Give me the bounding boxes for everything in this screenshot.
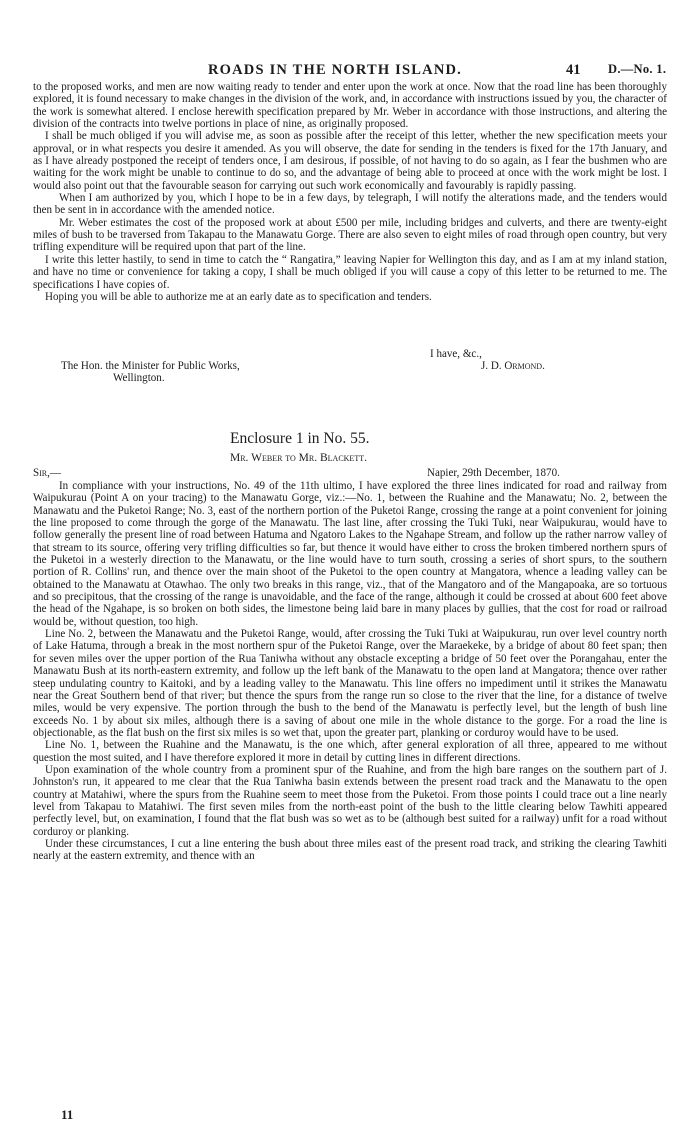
letter-paragraph: to the proposed works, and men are now waiting ready to tender and enter upon the work at once. Now that the road line has been thoroughly explored, it is found necessary to make changes in the division of the work, and, in accordance with instructions issued by you, the character of the work is somewhat altered. I enclose herewith specification prepared by Mr. Weber in accordance with those instructions, and altering the division of the contracts into twelve portions in place of nine, as originally proposed. <box>33 81 667 131</box>
letter-paragraph: I write this letter hastily, to send in time to catch the “ Rangatira,” leaving Napier for Wellington this day, and as I am at my inland station, and have no time or convenience for taking a copy, I shall be much obliged if you will cause a copy of this letter to be returned to me. The specifications I have copies of. <box>33 253 667 291</box>
enclosure-paragraph: Line No. 2, between the Manawatu and the Puketoi Range, would, after crossing the Tuki Tuki at Waipukurau, run over level country north of Lake Hatuma, through a break in the most northern spur of the Puketoi Range, over the Maraekeke, by a bridge of about 80 feet span; then for seven miles over the upper portion of the Rua Taniwha without any obstacle excepting a bridge of 50 feet over the Porangahau, enter the Manawatu Bush at its north-eastern extremity, and follow up the left bank of the Manawatu to the open land at Mangatora; thence over rather steep undulating country to Kaitoki, and by a leading valley to the Manawatu. This line offers no impediment until it strikes the Manawatu near the Great Southern bend of that river; but thence the spurs from the range run so close to the river that the line, for a distance of twelve miles, would be very expensive. The portion through the bush to the bend of the Manawatu is perfectly level, but the length of bush line exceeds No. 1 by about six miles, although there is a saving of about one mile in the whole distance to the gorge. For a road the line is objectionable, as the flat bush on the first six miles is so wet that, upon the greater part, planking or corduroy would have to be used. <box>33 628 667 739</box>
document-reference: D.—No. 1. <box>608 62 667 76</box>
letter-closing: I have, &c., <box>430 348 482 360</box>
enclosure-paragraph: Line No. 1, between the Ruahine and the Manawatu, is the one which, after general exploration of all three, appeared to me without question the most suited, and I have therefore explored it more in detail by cutting lines in different directions. <box>33 739 667 764</box>
letter-addressee-place: Wellington. <box>113 372 165 384</box>
enclosure-subtitle: Mr. Weber to Mr. Blackett. <box>230 452 367 464</box>
letter-paragraph: Mr. Weber estimates the cost of the proposed work at about £500 per mile, including bridges and culverts, and there are twenty-eight miles of bush to be traversed from Takapau to the Manawatu Gorge. There are also seven to eight miles of road through open country, but very trifling expenditure will be required upon that part of the line. <box>33 216 667 254</box>
enclosure-paragraph: In compliance with your instructions, No. 49 of the 11th ultimo, I have explored the three lines indicated for road and railway from Waipukurau (Point A on your tracing) to the Manawatu Gorge, viz.:—No. 1, between the Ruahine and the Manawatu; No. 2, between the Manawatu and the Puketoi Range; No. 3, east of the northern portion of the Puketoi Range, crossing the range at a point convenient for joining the line proposed to come through the gorge of the Manawatu. The last line, after crossing the Tuki Tuki, near Waipukurau, would have to follow generally the present line of road between Hatuma and Ngatoro Lakes to the Ngahape Stream, and follow up the rather narrow valley of that stream to its source, offering very trifling difficulties so far, but thence it would have either to cross the broken timbered northern spurs of the Puketoi in a westerly direction to the Manawatu, or the line would have to turn south, crossing a series of short spurs, to the southern portion of R. Collins' run, and thence over the main shoot of the Puketoi to the open country at Mangatora, whence a leading valley can be obtained to the Manawatu at Otawhao. The only two breaks in this range, viz., that of the Mangatoro and of the Mangapoaka, are so tortuous and so precipitous, that the crossing of the range is unavoidable, and the face of the range, although it could be crossed at about 600 feet above the head of the Ngahape, is so broken on both sides, the limestone being laid bare in many places by gullies, that the cost for road or railroad would be, without question, too high. <box>33 480 667 628</box>
enclosure-body <box>33 480 667 1107</box>
salutation: Sir,— <box>33 467 61 479</box>
letter-signature: J. D. Ormond. <box>481 360 545 372</box>
page-number: 41 <box>566 62 581 78</box>
enclosure-title: Enclosure 1 in No. 55. <box>230 430 370 447</box>
letter-addressee: The Hon. the Minister for Public Works, <box>61 360 240 372</box>
enclosure-paragraph: Under these circumstances, I cut a line entering the bush about three miles east of the present road track, and striking the clearing Tawhiti nearly at the eastern extremity, and thence with an <box>33 837 667 863</box>
running-header-title: ROADS IN THE NORTH ISLAND. <box>207 62 462 78</box>
letter-paragraph: I shall be much obliged if you will advise me, as soon as possible after the receipt of this letter, whether the new specification meets your approval, or in what respects you desire it amended. As you will observe, the date for sending in the tenders is fixed for the 17th January, and as I have already postponed the receipt of tenders once, I am desirous, if possible, of not having to do so again, as I fear the bushmen who are waiting for the work might be unable to continue to do so, and the advantage of being able to proceed at once with the work might be lost. I would also point out that the favourable season for carrying out such work economically and favourably is rapidly passing. <box>33 130 667 192</box>
letter-paragraph: Hoping you will be able to authorize me at an early date as to specification and tenders. <box>45 290 432 303</box>
dateline: Napier, 29th December, 1870. <box>427 467 560 479</box>
letter-paragraph: When I am authorized by you, which I hope to be in a few days, by telegraph, I will notify the alterations made, and the tenders would then be sent in in accordance with the amended notice. <box>33 192 667 217</box>
enclosure-paragraph: Upon examination of the whole country from a prominent spur of the Ruahine, and from the high bare ranges on the southern part of J. Johnston's run, it appeared to me clear that the Rua Taniwha basin extends between the present road track and the Manawatu to the open country at Matahiwi, where the spurs from the Ruahine seem to meet those from the Puketoi. From those points I could trace out a line nearly level from Takapau to Matahiwi. The first seven miles from the north-east point of the bush to the little clearing below Tawhiti appeared perfectly level, but, on examination, I found that the flat bush was so wet as to be (although best suited for a railway) unfit for a road without corduroy or planking. <box>33 763 667 838</box>
printer-signature-mark: 11 <box>61 1107 74 1122</box>
